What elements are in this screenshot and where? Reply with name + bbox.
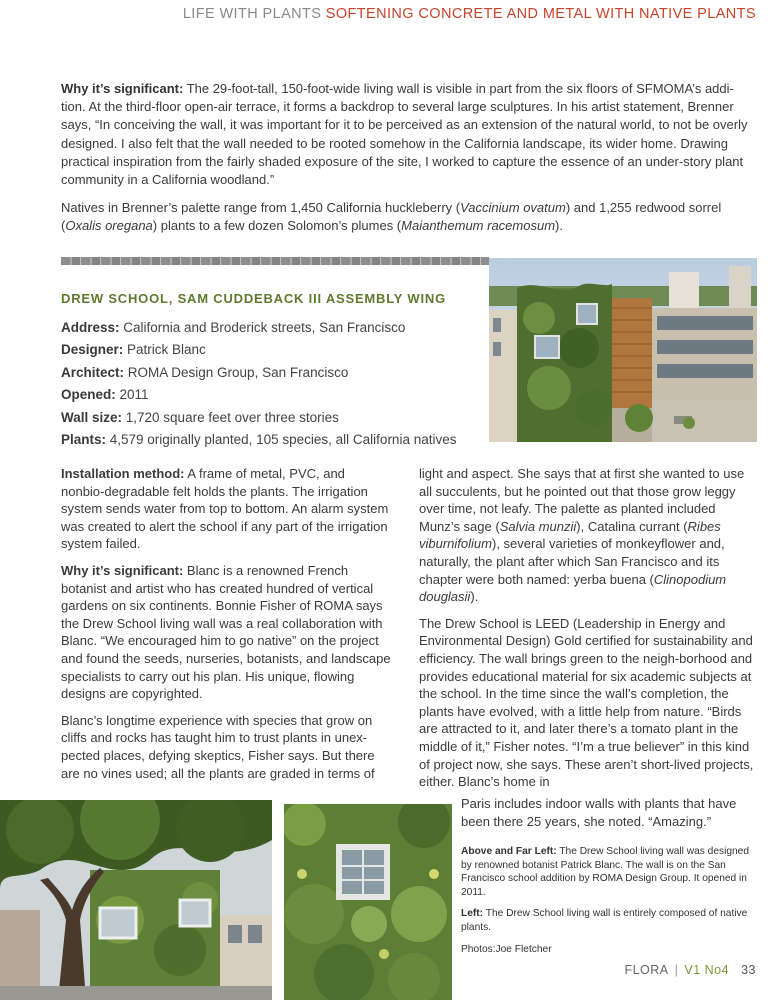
right-column-continued — [461, 795, 761, 830]
fact-value: ROMA Design Group, San Francisco — [124, 364, 349, 380]
species-name: Ribes viburnifolium — [419, 518, 721, 552]
caption-label: Left: — [461, 908, 484, 920]
run-in-label: Why it’s significant: — [61, 81, 184, 96]
paragraph-text: Blanc is a renowned French botanist and artist who has created hundred of vertical gardens on six continents. Bonnie Fisher of ROMA says the Drew School living wall was a real collaboration with Blanc. “We encouraged him to go native” on the project and found the seeds, nurseries, botanists, and landscape specialists to carry out his plan. His unique, flowing designs are copyrighted. — [61, 562, 391, 702]
fact-architect — [61, 362, 481, 384]
paragraph-text: The 29-foot-tall, 150-foot-wide living wall is visible in part from the six floors of SFMOMA’s addi-tion. At the third-floor open-air terrace, it forms a backdrop to several large sculptures. In his artist statement, Brenner says, “In conceiving the wall, it was important for it to be perceived as an extension of the natural world, to not be overly designed. I also felt that the wall needed to be rooted somehow in the California landscape, its wider home. Drawing practical inspiration from the fairly shaded exposure of the site, I worked to capture the essence of an under-story plant community in a California woodland.” — [61, 81, 748, 188]
paragraph — [419, 465, 759, 606]
caption-paragraph — [461, 845, 751, 899]
photo-caption — [461, 845, 751, 956]
fact-plants — [61, 429, 481, 451]
wall-closeup-illustration — [284, 804, 452, 1000]
running-header — [183, 6, 756, 22]
fact-value: Patrick Blanc — [123, 342, 206, 358]
fact-value: 4,579 originally planted, 105 species, all California natives — [106, 432, 457, 448]
species-name: Maianthemum racemosum — [401, 218, 556, 234]
caption-label: Above and Far Left: — [461, 846, 557, 857]
photo-credit: Photos:Joe Fletcher — [461, 943, 552, 955]
paragraph: The Drew School is LEED (Leadership in Energy and Environmental Design) Gold certified for sustainability and efficiency. The wall brings green to the neigh-borhood and provides educational material for six academic subjects at the school. In the time since the wall’s completion, the plants have evolved, with a little help from nature. “Birds are attracted to it, and later there’s a tomato plant in the middle of it,” Fisher notes. “I’m a true believer” in this kind of project now, she says. These aren’t short-lived projects, either. Blanc’s home in — [419, 615, 754, 790]
article-title: SOFTENING CONCRETE AND METAL WITH NATIVE PLANTS — [325, 6, 756, 22]
fact-value: 2011 — [115, 387, 149, 403]
text-run: ), several varieties of monkeyflower and, naturally, the plant after which San Francisco and its chapter were both named: yerba buena ( — [419, 536, 725, 587]
left-column — [61, 465, 391, 782]
living-wall-street-photo — [0, 800, 272, 1000]
fact-label: Opened: — [61, 387, 116, 403]
caption-text: The Drew School living wall is entirely composed of native plants. — [461, 908, 748, 933]
species-name: Clinopodium douglasii — [419, 571, 727, 605]
fact-value: California and Broderick streets, San Francisco — [119, 320, 406, 335]
volume-issue: V1 No4 — [684, 963, 730, 977]
text-run: ). — [555, 218, 563, 234]
section-label: LIFE WITH PLANTS — [182, 6, 322, 22]
building-illustration — [489, 258, 757, 442]
paragraph: Blanc’s longtime experience with species that grow on cliffs and rocks has taught him to trust plants in unex-pected places, defying skeptics, Fisher says. But there are no vines used; all the plants are graded in terms of — [61, 712, 375, 781]
text-run: ). — [470, 589, 479, 605]
fact-label: Designer: — [61, 342, 124, 358]
text-run: ) and 1,255 redwood sorrel ( — [61, 200, 722, 234]
fact-label: Plants: — [61, 432, 107, 448]
text-run: ), Catalina currant ( — [576, 518, 688, 534]
fact-opened — [61, 384, 481, 406]
fact-label: Address: — [61, 320, 120, 335]
grunge-divider — [61, 257, 489, 265]
paragraph — [61, 199, 757, 235]
run-in-label: Installation method: — [61, 466, 185, 481]
section-heading: DREW SCHOOL, SAM CUDDEBACK III ASSEMBLY WING — [61, 291, 447, 306]
fact-value: 1,720 square feet over three stories — [122, 409, 339, 425]
intro-text — [61, 80, 757, 236]
species-name: Vaccinium ovatum — [460, 200, 566, 216]
publication-name: FLORA — [624, 963, 669, 977]
street-illustration — [0, 800, 272, 1000]
paragraph: Paris includes indoor walls with plants that have been there 25 years, she noted. “Amazing.” — [461, 796, 737, 829]
species-name: Oxalis oregana — [65, 218, 153, 234]
paragraph-text: A frame of metal, PVC, and nonbio-degradable felt holds the plants. The irrigation system sends water from top to bottom. An alarm system was created to alert the school if any part of the irrigation system failed. — [61, 466, 389, 552]
run-in-label: Why it’s significant: — [61, 562, 184, 578]
text-run: ) plants to a few dozen Solomon’s plumes ( — [152, 218, 402, 234]
text-run: Natives in Brenner’s palette range from 1,450 California huckleberry ( — [61, 200, 461, 216]
fact-wall-size — [61, 407, 481, 429]
fact-list — [61, 317, 481, 451]
paragraph — [61, 562, 391, 703]
species-name: Salvia munzii — [499, 518, 577, 534]
page-number: 33 — [741, 963, 756, 977]
fact-label: Architect: — [61, 364, 125, 380]
text-run: light and aspect. She says that at first she wanted to use all succulents, but he pointed out that those grow leggy over time, not leafy. The palette as planted included Munz’s sage ( — [419, 466, 745, 534]
paragraph — [61, 80, 757, 189]
caption-text: The Drew School living wall was designed by renowned botanist Patrick Blanc. The wall is on the San Francisco school addition by ROMA Design Group. It opened in 2011. — [461, 846, 750, 898]
drew-school-photo — [489, 258, 757, 442]
caption-paragraph — [461, 907, 751, 934]
fact-address — [61, 317, 481, 339]
right-column — [419, 465, 759, 791]
fact-designer — [61, 339, 481, 361]
page-footer — [624, 963, 756, 977]
footer-separator: | — [674, 963, 679, 977]
living-wall-closeup-photo — [284, 804, 452, 1000]
fact-label: Wall size: — [61, 409, 123, 425]
paragraph — [61, 465, 391, 553]
